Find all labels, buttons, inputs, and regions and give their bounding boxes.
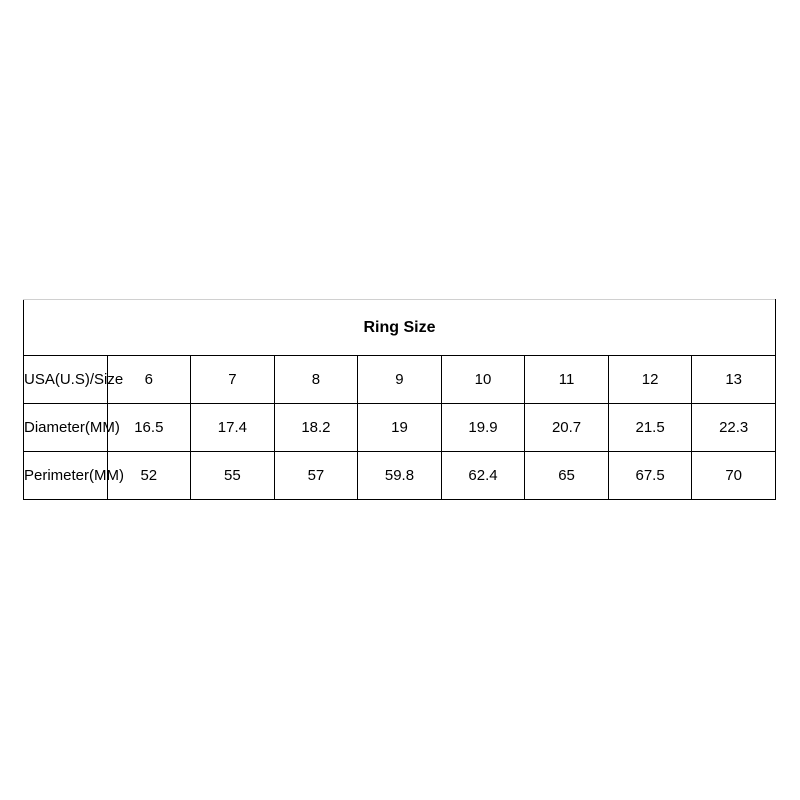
table-cell: 22.3 (692, 404, 776, 452)
table-cell: 12 (608, 356, 692, 404)
row-label: Diameter(MM) (24, 404, 108, 452)
table-cell: 16.5 (107, 404, 191, 452)
table-row-diameter (24, 404, 776, 452)
table-cell: 10 (441, 356, 525, 404)
row-label: Perimeter(MM) (24, 452, 108, 500)
table-cell: 19 (358, 404, 442, 452)
table-cell: 62.4 (441, 452, 525, 500)
table-row-usa-size (24, 356, 776, 404)
table-row-perimeter (24, 452, 776, 500)
ring-size-table (23, 299, 776, 500)
row-label: USA(U.S)/Size (24, 356, 108, 404)
table-cell: 57 (274, 452, 358, 500)
table-cell: 70 (692, 452, 776, 500)
table-title-row (24, 300, 776, 356)
table-cell: 59.8 (358, 452, 442, 500)
table-cell: 21.5 (608, 404, 692, 452)
table-cell: 65 (525, 452, 609, 500)
table-cell: 13 (692, 356, 776, 404)
table-cell: 9 (358, 356, 442, 404)
table-cell: 52 (107, 452, 191, 500)
table-cell: 17.4 (191, 404, 275, 452)
table-cell: 19.9 (441, 404, 525, 452)
table-cell: 11 (525, 356, 609, 404)
table-cell: 18.2 (274, 404, 358, 452)
table-cell: 55 (191, 452, 275, 500)
table-cell: 20.7 (525, 404, 609, 452)
table-title: Ring Size (24, 300, 776, 356)
table-cell: 8 (274, 356, 358, 404)
table-cell: 6 (107, 356, 191, 404)
table-cell: 67.5 (608, 452, 692, 500)
table-cell: 7 (191, 356, 275, 404)
